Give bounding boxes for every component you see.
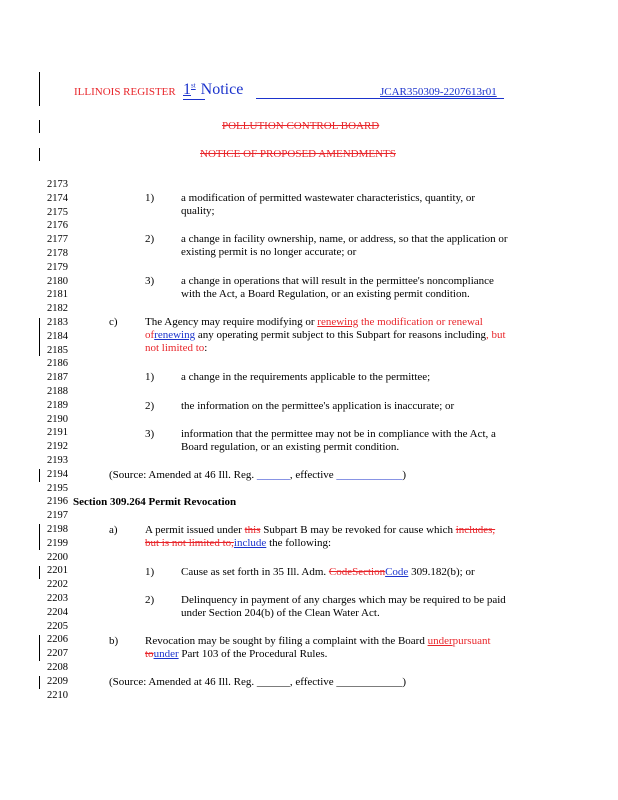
line-number: 2187 bbox=[47, 372, 68, 384]
line-number: 2174 bbox=[47, 192, 68, 204]
line-number: 2207 bbox=[47, 648, 68, 660]
source-2-effective: , effective bbox=[289, 676, 337, 688]
para-c-l2-text: any operating permit subject to this Subpart for reasons including bbox=[195, 329, 486, 341]
para-b-marker: b) bbox=[109, 635, 119, 647]
a-item-1-insert: Code bbox=[385, 566, 409, 578]
c-item-1-line1: a change in the requirements applicable to the permittee; bbox=[181, 371, 431, 383]
notice-title: NOTICE OF PROPOSED AMENDMENTS bbox=[200, 148, 396, 160]
item-3-line2: with the Act, a Board Regulation, or an existing permit condition. bbox=[181, 288, 470, 300]
line-number: 2204 bbox=[47, 606, 68, 618]
item-2-line2: existing permit is no longer accurate; or bbox=[181, 246, 357, 258]
line-number: 2188 bbox=[47, 386, 68, 397]
line-number: 2182 bbox=[47, 303, 68, 315]
para-b-l1-red: pursuant bbox=[452, 635, 491, 647]
para-c-line3 bbox=[145, 342, 207, 355]
para-a-l1-delete2: includes, bbox=[455, 524, 496, 536]
line-number: 2179 bbox=[47, 261, 68, 273]
line-number: 2199 bbox=[47, 537, 68, 549]
source-note-1 bbox=[109, 469, 406, 482]
line-number: 2198 bbox=[47, 524, 68, 535]
line-number: 2195 bbox=[47, 482, 68, 494]
register-label: ILLINOIS REGISTER bbox=[74, 86, 176, 98]
a-item-1-text: Cause as set forth in 35 Ill. Adm. bbox=[181, 566, 329, 578]
item-2-marker: 2) bbox=[145, 233, 155, 245]
source-1-blank1: ______ bbox=[256, 469, 290, 481]
c-item-2-line1: the information on the permittee's application is inaccurate; or bbox=[181, 400, 455, 412]
line-number: 2193 bbox=[47, 455, 68, 466]
source-2-close: ) bbox=[402, 676, 407, 688]
line-number: 2210 bbox=[47, 689, 68, 701]
para-c-l1-red: the modification or renewal bbox=[358, 316, 483, 328]
para-b-line2 bbox=[145, 648, 327, 661]
para-a-l2-delete: but is not limited to, bbox=[145, 537, 234, 549]
line-number: 2181 bbox=[47, 289, 68, 301]
a-item-1-line1 bbox=[181, 566, 475, 579]
change-bar-a1 bbox=[39, 566, 40, 579]
line-number: 2194 bbox=[47, 468, 68, 480]
source-2-text: (Source: Amended at 46 Ill. Reg. bbox=[109, 676, 257, 688]
para-c-l1-insert: renewing bbox=[317, 316, 359, 328]
para-a-line1 bbox=[145, 524, 495, 537]
line-number: 2186 bbox=[47, 358, 68, 370]
line-number: 2191 bbox=[47, 427, 68, 439]
para-a-line2 bbox=[145, 537, 331, 550]
para-c-l3-red: not limited to bbox=[145, 342, 205, 354]
source-1-text: (Source: Amended at 46 Ill. Reg. bbox=[109, 469, 257, 481]
line-number: 2185 bbox=[47, 344, 68, 356]
change-bar-source1 bbox=[39, 469, 40, 482]
item-1-marker: 1) bbox=[145, 192, 155, 204]
line-number: 2184 bbox=[47, 330, 68, 342]
c-item-3-marker: 3) bbox=[145, 428, 155, 440]
line-number: 2176 bbox=[47, 220, 68, 232]
c-item-3-line2: Board regulation, or an existing permit condition. bbox=[181, 441, 400, 453]
source-1-blank2: ____________ bbox=[336, 469, 403, 481]
change-bar-title1 bbox=[39, 120, 40, 133]
para-a-l1-text2: Subpart B may be revoked for cause which bbox=[260, 524, 456, 536]
para-a-marker: a) bbox=[109, 524, 118, 536]
change-bar-source2 bbox=[39, 676, 40, 689]
line-number: 2200 bbox=[47, 551, 68, 563]
item-3-line1: a change in operations that will result in the permittee's noncompliance bbox=[181, 275, 494, 287]
line-number: 2205 bbox=[47, 620, 68, 632]
a-item-1-text2: 309.182(b); or bbox=[408, 566, 475, 578]
line-number: 2180 bbox=[47, 275, 68, 287]
c-item-1-marker: 1) bbox=[145, 371, 155, 383]
change-bar-title2 bbox=[39, 148, 40, 161]
c-item-3-line1: information that the permittee may not be in compliance with the Act, a bbox=[181, 428, 496, 440]
para-a-l2-insert: include bbox=[233, 537, 267, 549]
board-title: POLLUTION CONTROL BOARD bbox=[222, 120, 380, 132]
line-number: 2190 bbox=[47, 413, 68, 425]
item-2-line1: a change in facility ownership, name, or address, so that the application or bbox=[181, 233, 508, 245]
line-number: 2183 bbox=[47, 317, 68, 328]
notice-word: Notice bbox=[200, 81, 244, 98]
para-c-l2-red: of bbox=[145, 329, 155, 341]
item-3-marker: 3) bbox=[145, 275, 155, 287]
a-item-2-line2: under Section 204(b) of the Clean Water Act. bbox=[181, 607, 380, 619]
line-number: 2173 bbox=[47, 179, 68, 190]
para-c-l2-insert: renewing bbox=[154, 329, 196, 341]
line-number: 2208 bbox=[47, 662, 68, 673]
c-item-2-marker: 2) bbox=[145, 400, 155, 412]
line-number: 2175 bbox=[47, 206, 68, 218]
para-b-l1-insert-red: under bbox=[427, 635, 453, 647]
para-a-l1-delete: this bbox=[244, 524, 261, 536]
para-c-l1-text: The Agency may require modifying or bbox=[145, 316, 318, 328]
line-number: 2178 bbox=[47, 248, 68, 259]
line-number: 2189 bbox=[47, 399, 68, 411]
a-item-2-line1: Delinquency in payment of any charges which may be required to be paid bbox=[181, 594, 506, 606]
a-item-1-marker: 1) bbox=[145, 566, 155, 578]
line-number: 2177 bbox=[47, 234, 68, 246]
line-number: 2196 bbox=[47, 496, 68, 508]
para-b-l2-text: Part 103 of the Procedural Rules. bbox=[178, 648, 328, 660]
line-number: 2192 bbox=[47, 441, 68, 453]
source-1-close: ) bbox=[402, 469, 407, 481]
line-number: 2209 bbox=[47, 675, 68, 687]
line-number: 2206 bbox=[47, 634, 68, 646]
para-b-l1-text: Revocation may be sought by filing a complaint with the Board bbox=[145, 635, 428, 647]
change-bar-header bbox=[39, 72, 40, 106]
line-number: 2203 bbox=[47, 593, 68, 604]
jcar-code: JCAR350309-2207613r01 bbox=[380, 86, 497, 98]
section-heading: Section 309.264 Permit Revocation bbox=[73, 496, 237, 508]
a-item-1-delete: CodeSection bbox=[328, 566, 386, 578]
source-2-blank1: ______ bbox=[256, 676, 290, 688]
a-item-2-marker: 2) bbox=[145, 594, 155, 606]
para-a-l2-text: the following: bbox=[266, 537, 332, 549]
para-c-marker: c) bbox=[109, 316, 118, 328]
source-note-2 bbox=[109, 676, 406, 689]
para-b-l2-insert: under bbox=[153, 648, 179, 660]
item-1-line2: quality; bbox=[181, 205, 215, 217]
change-bar-a bbox=[39, 524, 40, 550]
line-number: 2201 bbox=[47, 565, 68, 577]
notice-number bbox=[183, 81, 243, 99]
para-c-line2 bbox=[145, 329, 506, 342]
notice-num: 1 bbox=[183, 81, 191, 98]
line-number: 2197 bbox=[47, 510, 68, 522]
line-number: 2202 bbox=[47, 579, 68, 591]
notice-sup: st bbox=[191, 81, 196, 90]
change-bar-b bbox=[39, 635, 40, 661]
source-2-blank2: ____________ bbox=[336, 676, 403, 688]
header-rule bbox=[256, 98, 504, 99]
para-a-l1-text: A permit issued under bbox=[145, 524, 245, 536]
source-1-effective: , effective bbox=[289, 469, 337, 481]
para-b-line1 bbox=[145, 635, 491, 648]
para-c-line1 bbox=[145, 316, 483, 329]
change-bar-c bbox=[39, 318, 40, 356]
item-1-line1: a modification of permitted wastewater characteristics, quantity, or bbox=[181, 192, 476, 204]
notice-underline bbox=[183, 99, 205, 100]
para-c-l3-text: : bbox=[204, 342, 208, 354]
para-b-l2-delete: to bbox=[145, 648, 154, 660]
para-c-l2-red2: , but bbox=[485, 329, 506, 341]
